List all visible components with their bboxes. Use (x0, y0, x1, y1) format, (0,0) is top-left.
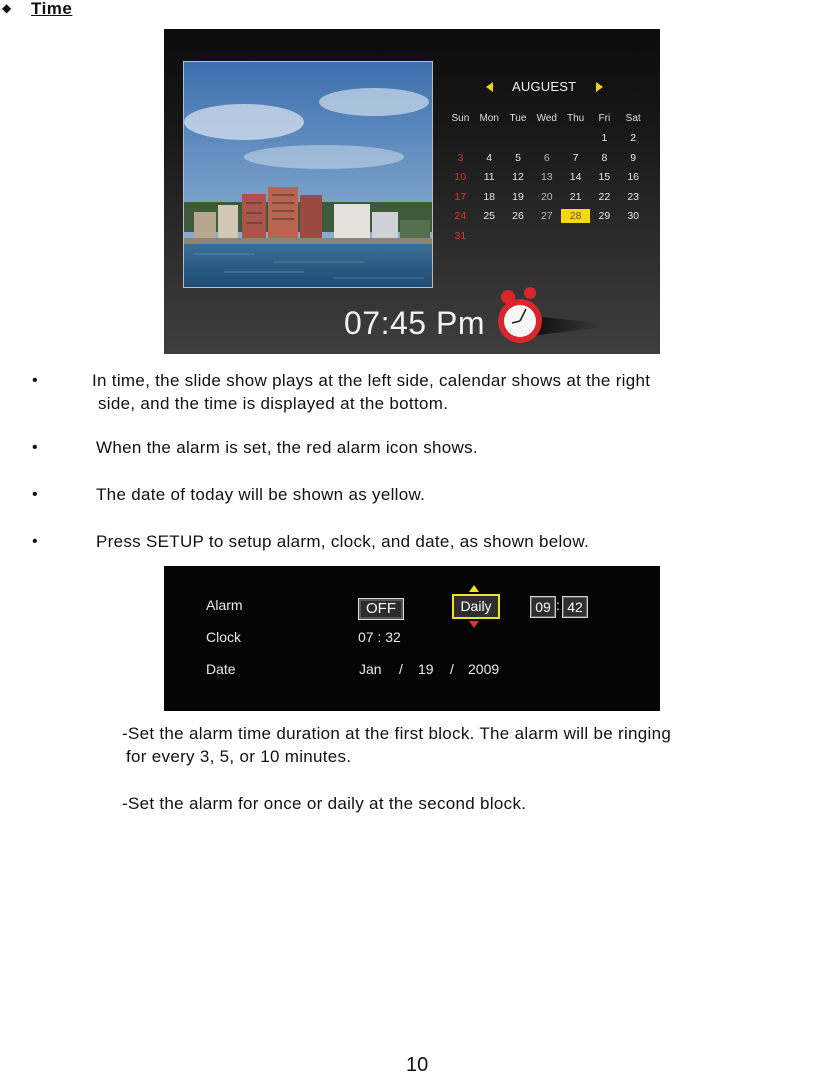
calendar-week-row (446, 226, 648, 246)
calendar-day[interactable]: 3 (457, 151, 464, 164)
note-text: -Set the alarm for once or daily at the second block. (122, 794, 527, 813)
calendar-day[interactable]: 30 (627, 210, 640, 223)
clock-time: 07:45 Pm (344, 305, 485, 341)
calendar-day[interactable]: 12 (512, 171, 524, 184)
calendar-day[interactable]: 8 (601, 151, 608, 164)
date-day[interactable]: 19 (418, 661, 434, 677)
calendar-day[interactable]: 25 (483, 210, 496, 223)
calendar-day[interactable]: 31 (454, 229, 467, 242)
date-separator: / (450, 661, 454, 677)
bullet-dot: • (32, 533, 38, 550)
calendar-day[interactable]: 26 (512, 210, 524, 223)
alarm-label: Alarm (206, 597, 243, 613)
calendar-day[interactable]: 17 (454, 190, 467, 203)
photo-frame-screen (164, 29, 660, 354)
clock-label: Clock (206, 629, 242, 645)
calendar-day[interactable]: 10 (454, 171, 467, 184)
bullet-dot: • (32, 439, 38, 456)
calendar-day-today[interactable]: 28 (561, 209, 590, 223)
calendar-day[interactable]: 24 (454, 210, 467, 223)
calendar-weekday-row (446, 109, 648, 129)
calendar-header (486, 79, 606, 95)
calendar-day[interactable]: 5 (515, 151, 521, 164)
calendar-week-row (446, 207, 648, 227)
calendar-day[interactable]: 7 (572, 151, 579, 164)
calendar-week-row (446, 129, 648, 149)
calendar-day[interactable]: 22 (598, 190, 611, 203)
slideshow-photo (183, 61, 433, 288)
bullet-text: In time, the slide show plays at the left side, calendar shows at the right (92, 371, 651, 390)
alarm-duration-field[interactable]: OFF (358, 598, 404, 620)
calendar-day[interactable]: 1 (601, 132, 608, 145)
alarm-hour-field[interactable]: 09 (530, 596, 556, 618)
calendar-day[interactable]: 4 (486, 151, 493, 164)
section-bullet: ◆ (2, 1, 12, 15)
weekday-label: Sat (625, 112, 641, 124)
weekday-label: Thu (566, 112, 585, 124)
page-number: 10 (406, 1054, 429, 1076)
calendar-day[interactable]: 2 (630, 132, 637, 145)
alarm-time-separator: : (556, 597, 560, 613)
alarm-minute-field[interactable]: 42 (562, 596, 588, 618)
weekday-label: Tue (509, 112, 527, 124)
note-text: -Set the alarm time duration at the first block. The alarm will be ringing (122, 724, 672, 743)
up-arrow-icon[interactable] (469, 585, 479, 592)
calendar-day[interactable]: 19 (512, 190, 524, 203)
weekday-label: Wed (536, 112, 557, 124)
calendar-week-row (446, 187, 648, 207)
calendar-week-row (446, 168, 648, 188)
calendar-weeks (446, 129, 648, 246)
bullet-text-cont: side, and the time is displayed at the bottom. (98, 394, 449, 413)
calendar-day[interactable]: 9 (630, 151, 637, 164)
section-title: Time (31, 0, 73, 18)
note-text-cont: for every 3, 5, or 10 minutes. (126, 747, 352, 766)
triangle-left-icon[interactable] (486, 82, 493, 92)
weekday-label: Fri (598, 112, 611, 124)
clock-value[interactable]: 07 : 32 (358, 629, 401, 645)
date-year[interactable]: 2009 (468, 661, 500, 677)
calendar-day[interactable]: 18 (483, 190, 496, 203)
date-label: Date (206, 661, 236, 677)
bullet-text: Press SETUP to setup alarm, clock, and date, as shown below. (96, 532, 589, 551)
triangle-right-icon[interactable] (596, 82, 603, 92)
calendar-day[interactable]: 13 (540, 171, 553, 184)
calendar-day[interactable]: 16 (627, 171, 640, 184)
calendar-day[interactable]: 14 (569, 171, 582, 184)
weekday-label: Mon (479, 112, 499, 124)
down-arrow-icon[interactable] (469, 621, 479, 628)
setup-menu-screen (164, 566, 660, 711)
alarm-repeat-field[interactable]: Daily (452, 594, 500, 619)
calendar-day[interactable]: 6 (543, 151, 550, 164)
calendar-month: AUGUEST (512, 79, 577, 94)
calendar-day[interactable]: 20 (540, 190, 553, 203)
calendar-day[interactable]: 23 (627, 190, 640, 203)
calendar-grid (446, 109, 648, 246)
alarm-clock-icon (494, 285, 604, 345)
calendar-day[interactable]: 11 (483, 171, 495, 184)
bullet-dot: • (32, 486, 38, 503)
weekday-label: Sun (451, 112, 470, 124)
bullet-dot: • (32, 372, 38, 389)
calendar-week-row (446, 148, 648, 168)
date-separator: / (399, 661, 403, 677)
calendar-day[interactable]: 21 (569, 190, 582, 203)
date-month[interactable]: Jan (359, 661, 382, 677)
harbor-photo-image (184, 62, 432, 287)
calendar-day[interactable]: 15 (598, 171, 611, 184)
bullet-text: The date of today will be shown as yellow. (96, 485, 426, 504)
calendar-day[interactable]: 27 (540, 210, 553, 223)
calendar-day[interactable]: 29 (598, 210, 611, 223)
bullet-text: When the alarm is set, the red alarm icon shows. (96, 438, 478, 457)
